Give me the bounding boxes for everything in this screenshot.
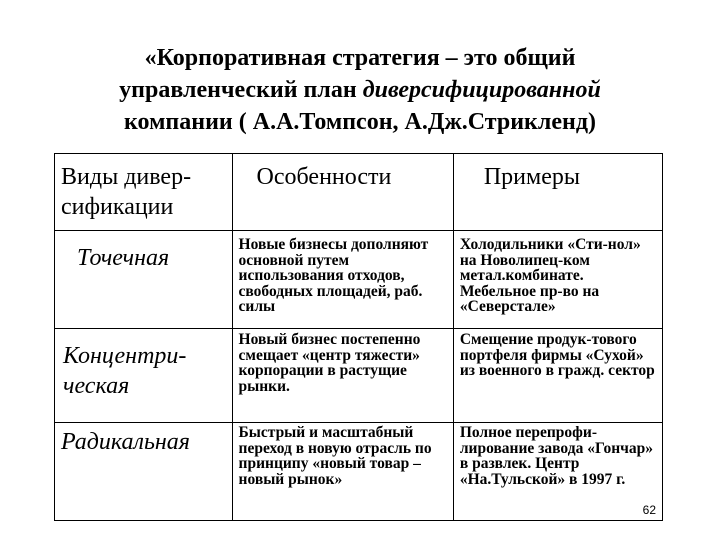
header-cell-features — [232, 154, 453, 231]
row-3-examples-cell — [453, 423, 662, 521]
table-row — [55, 231, 663, 329]
row-3-examples: Полное перепрофи-лирование завода «Гончар» в развлек. Центр «На.Тульской» в 1997 г. — [459, 424, 653, 488]
row-3-features-cell — [232, 423, 453, 521]
table-row — [55, 423, 663, 521]
row-1-type-cell — [55, 231, 233, 329]
page-number: 62 — [642, 503, 656, 517]
title-line-2 — [40, 74, 680, 106]
title-line-3: компании ( А.А.Томпсон, А.Дж.Стрикленд) — [124, 109, 596, 135]
row-2-examples-cell — [453, 329, 662, 423]
row-2-type: Концентри-ческая — [63, 343, 187, 399]
table-row — [55, 329, 663, 423]
slide-title — [40, 42, 680, 138]
row-2-examples: Смещение продук-тового портфеля фирмы «Сухой» из военного в гражд. сектор — [459, 331, 655, 380]
row-2-features-cell — [232, 329, 453, 423]
header-features: Особенности — [256, 164, 392, 190]
row-1-type: Точечная — [77, 245, 170, 271]
row-3-features: Быстрый и масштабный переход в новую отрасль по принципу «новый товар – новый рынок» — [238, 424, 432, 488]
row-2-type-cell — [55, 329, 233, 423]
title-line-1: «Корпоративная стратегия – это общий — [144, 45, 576, 71]
header-cell-examples — [453, 154, 662, 231]
title-line-2-plain: управленческий план — [119, 77, 363, 103]
table-header-row — [55, 154, 663, 231]
header-examples: Примеры — [483, 164, 580, 190]
header-types: Виды дивер- сификации — [61, 164, 192, 220]
diversification-table — [54, 153, 663, 521]
row-1-examples: Холодильники «Сти-нол» на Новолипец-ком метал.комбинате. Мебельное пр-во на «Северстале» — [459, 236, 641, 316]
header-cell-types — [55, 154, 233, 231]
row-2-features: Новый бизнес постепенно смещает «центр тяжести» корпорации в растущие рынки. — [238, 331, 421, 395]
row-1-features-cell — [232, 231, 453, 329]
title-line-2-italic: диверсифицированной — [362, 77, 601, 103]
row-3-type: Радикальная — [61, 429, 190, 455]
row-1-features: Новые бизнесы дополняют основной путем использования отходов, свободных площадей, раб. силы — [238, 236, 429, 316]
row-3-type-cell — [55, 423, 233, 521]
row-1-examples-cell — [453, 231, 662, 329]
